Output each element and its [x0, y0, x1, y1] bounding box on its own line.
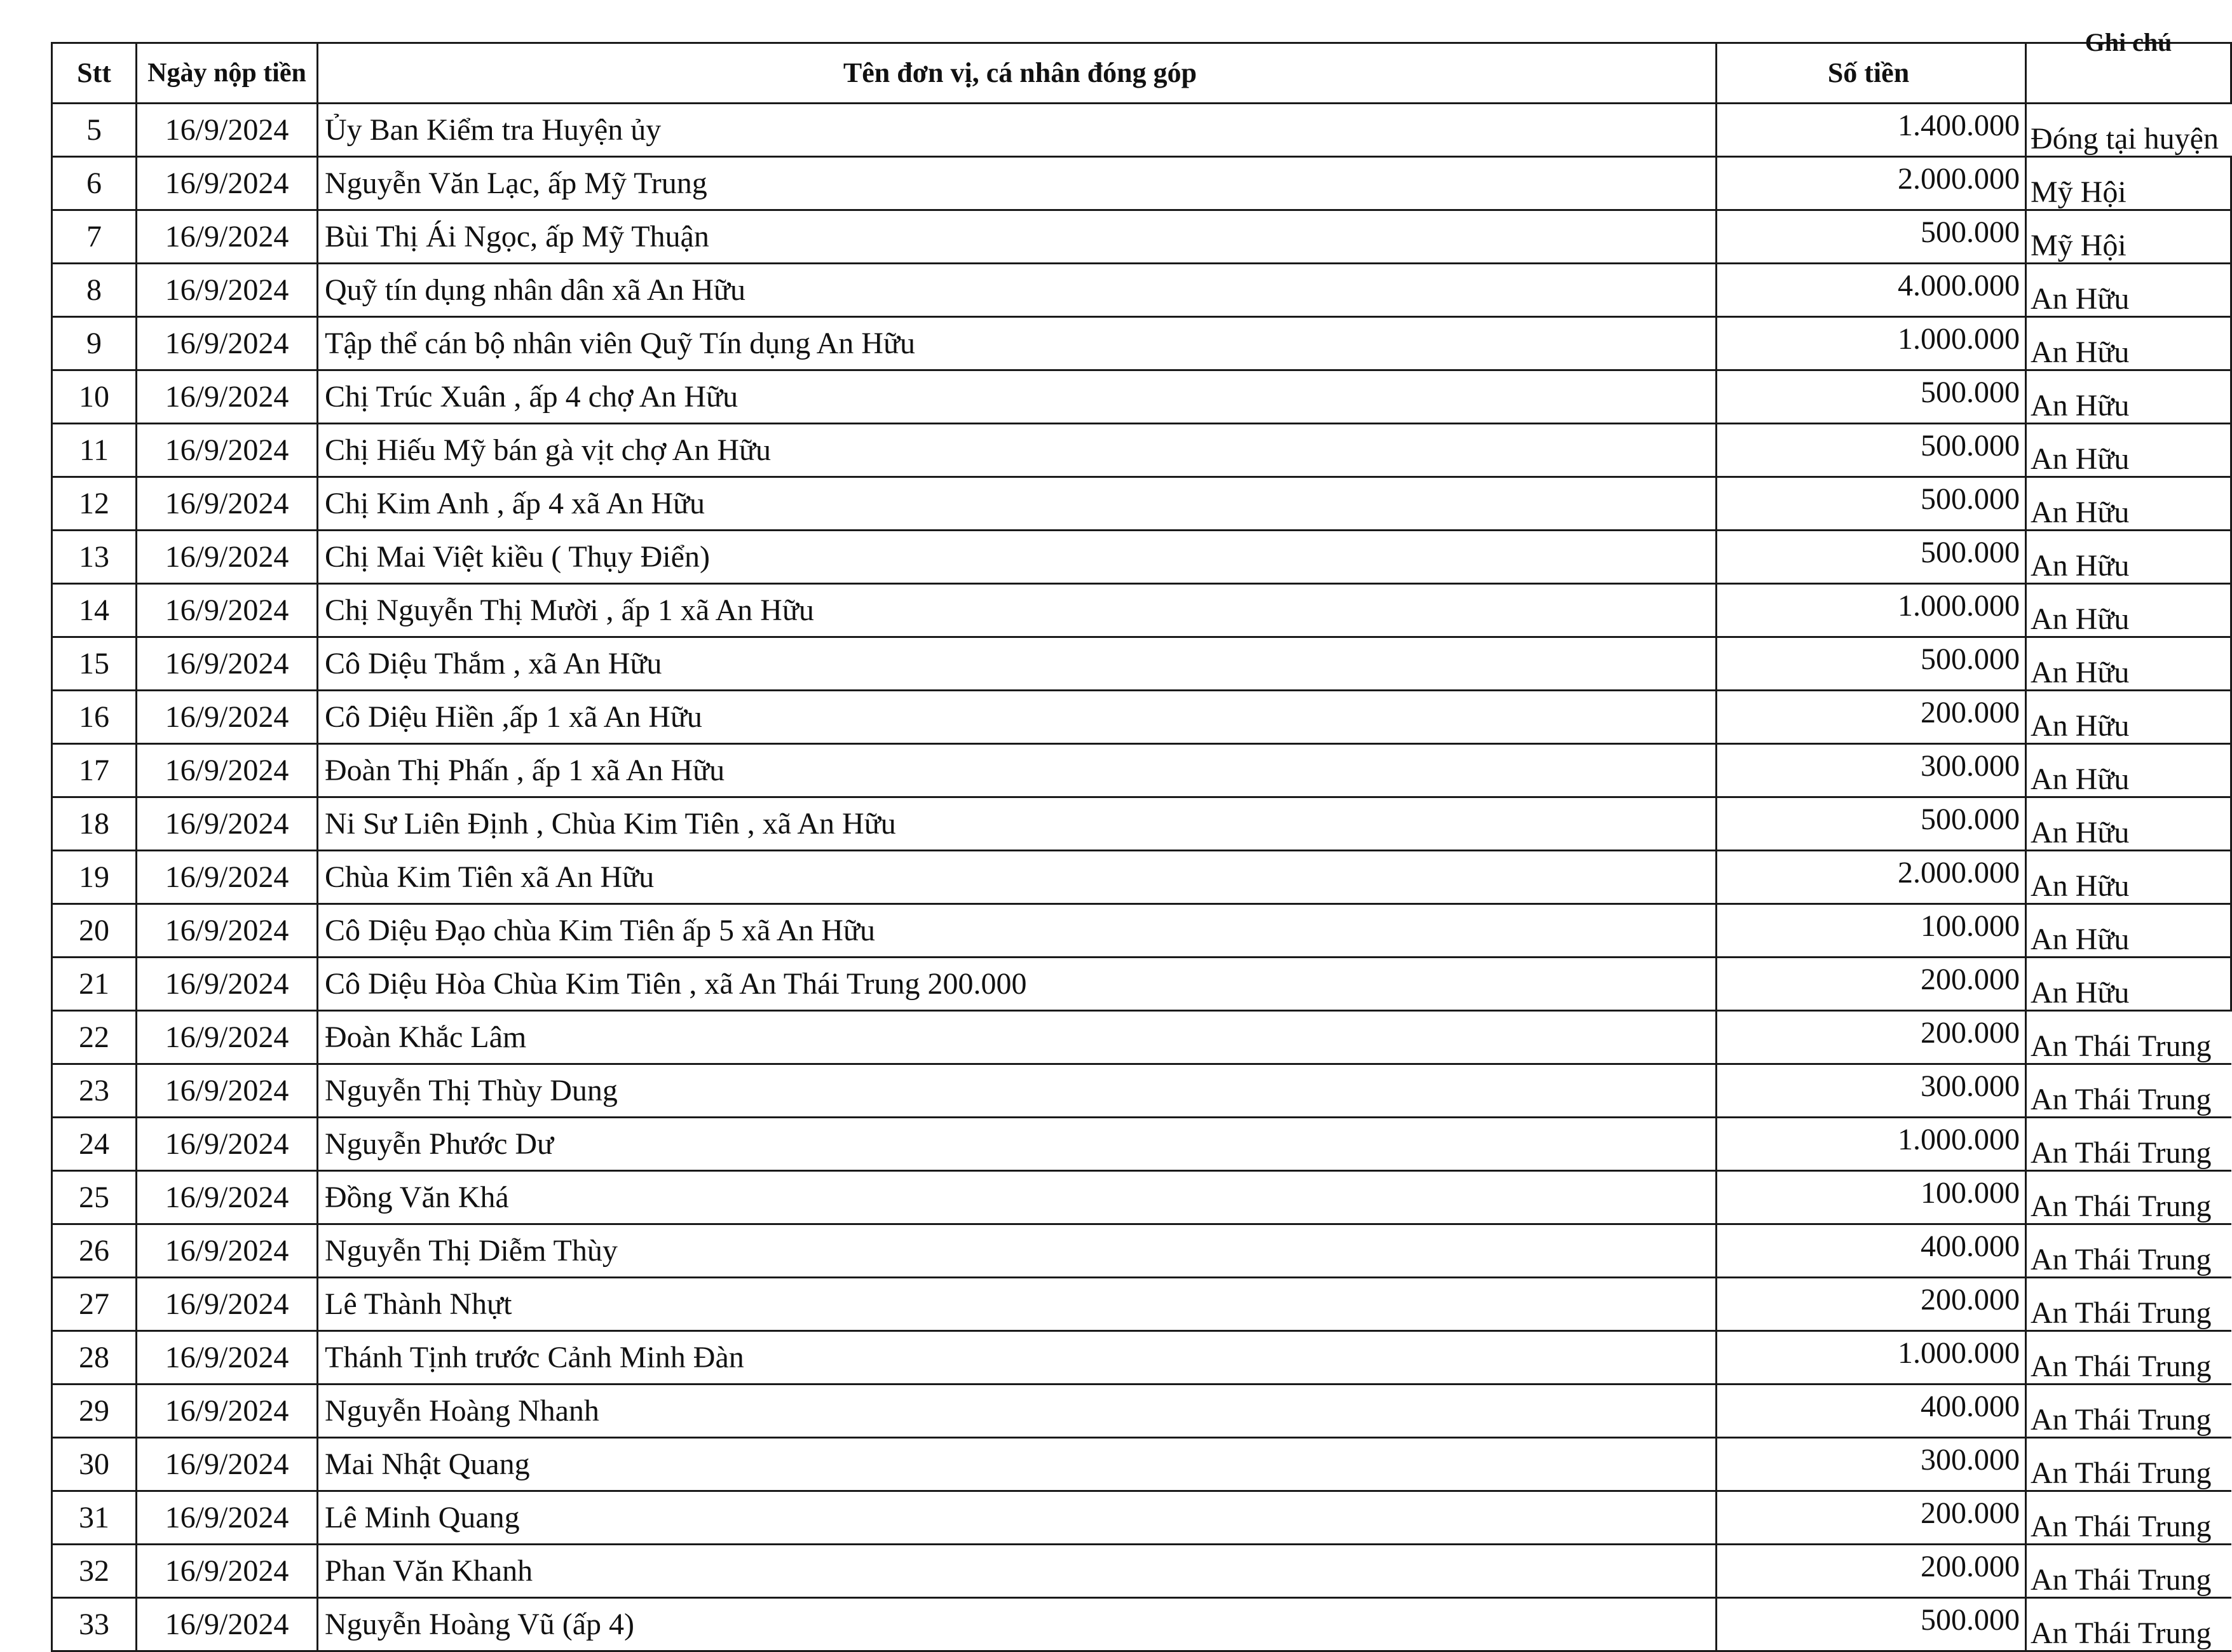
row-date: 16/9/2024 — [137, 104, 318, 157]
row-date: 16/9/2024 — [137, 797, 318, 851]
row-note-text: An Thái Trung — [2031, 1563, 2212, 1597]
row-date: 16/9/2024 — [137, 637, 318, 691]
table-row — [52, 424, 2231, 477]
row-date: 16/9/2024 — [137, 691, 318, 744]
row-amount: 200.000 — [1717, 1278, 2026, 1331]
table-row — [52, 370, 2231, 424]
table-body — [52, 104, 2231, 1651]
row-contributor-name: Mai Nhật Quang — [318, 1438, 1717, 1491]
row-amount: 400.000 — [1717, 1224, 2026, 1278]
row-contributor-name: Nguyễn Thị Diễm Thùy — [318, 1224, 1717, 1278]
table-row — [52, 317, 2231, 370]
row-contributor-name: Nguyễn Phước Dư — [318, 1118, 1717, 1171]
row-date: 16/9/2024 — [137, 424, 318, 477]
table-row — [52, 851, 2231, 904]
row-note — [2026, 317, 2231, 370]
row-amount: 500.000 — [1717, 1598, 2026, 1651]
row-date: 16/9/2024 — [137, 1491, 318, 1545]
row-note — [2026, 1171, 2231, 1224]
row-note — [2026, 958, 2231, 1011]
row-amount: 400.000 — [1717, 1385, 2026, 1438]
row-contributor-name: Bùi Thị Ái Ngọc, ấp Mỹ Thuận — [318, 210, 1717, 264]
row-contributor-name: Nguyễn Hoàng Nhanh — [318, 1385, 1717, 1438]
row-note-text: An Thái Trung — [2031, 1403, 2212, 1437]
row-amount: 200.000 — [1717, 1545, 2026, 1598]
row-note-text: An Hữu — [2031, 496, 2130, 529]
row-amount: 200.000 — [1717, 958, 2026, 1011]
row-stt: 33 — [52, 1598, 137, 1651]
row-note-text: Đóng tại huyện — [2031, 122, 2219, 156]
row-date: 16/9/2024 — [137, 744, 318, 797]
row-amount: 300.000 — [1717, 1064, 2026, 1118]
row-contributor-name: Chị Hiếu Mỹ bán gà vịt chợ An Hữu — [318, 424, 1717, 477]
table-header — [52, 28, 2231, 104]
table-row — [52, 1224, 2231, 1278]
header-amount: Số tiền — [1717, 43, 2026, 104]
row-date: 16/9/2024 — [137, 370, 318, 424]
row-note — [2026, 370, 2231, 424]
row-date: 16/9/2024 — [137, 477, 318, 531]
row-note-text: An Thái Trung — [2031, 1510, 2212, 1543]
row-note — [2026, 157, 2231, 210]
table-row — [52, 1011, 2231, 1064]
row-contributor-name: Đoàn Thị Phấn , ấp 1 xã An Hữu — [318, 744, 1717, 797]
row-stt: 32 — [52, 1545, 137, 1598]
row-stt: 18 — [52, 797, 137, 851]
row-note — [2026, 1491, 2231, 1545]
row-contributor-name: Chị Mai Việt kiều ( Thụy Điển) — [318, 531, 1717, 584]
row-contributor-name: Đoàn Khắc Lâm — [318, 1011, 1717, 1064]
row-note-text: An Hữu — [2031, 816, 2130, 850]
row-amount: 1.000.000 — [1717, 1118, 2026, 1171]
row-stt: 15 — [52, 637, 137, 691]
row-date: 16/9/2024 — [137, 1118, 318, 1171]
row-stt: 9 — [52, 317, 137, 370]
row-stt: 5 — [52, 104, 137, 157]
row-amount: 500.000 — [1717, 637, 2026, 691]
table-row — [52, 1491, 2231, 1545]
table-row — [52, 1598, 2231, 1651]
row-note-text: An Thái Trung — [2031, 1243, 2212, 1276]
row-contributor-name: Chị Kim Anh , ấp 4 xã An Hữu — [318, 477, 1717, 531]
contribution-table-sheet — [51, 28, 2230, 1652]
row-contributor-name: Lê Thành Nhựt — [318, 1278, 1717, 1331]
header-stt: Stt — [52, 43, 137, 104]
row-date: 16/9/2024 — [137, 1545, 318, 1598]
contribution-table — [51, 28, 2232, 1652]
row-note-text: An Hữu — [2031, 869, 2130, 903]
row-stt: 21 — [52, 958, 137, 1011]
row-stt: 12 — [52, 477, 137, 531]
row-date: 16/9/2024 — [137, 317, 318, 370]
row-amount: 200.000 — [1717, 691, 2026, 744]
row-stt: 17 — [52, 744, 137, 797]
row-date: 16/9/2024 — [137, 584, 318, 637]
row-note-text: An Thái Trung — [2031, 1350, 2212, 1383]
row-amount: 500.000 — [1717, 477, 2026, 531]
table-row — [52, 904, 2231, 958]
row-amount: 1.000.000 — [1717, 584, 2026, 637]
row-stt: 10 — [52, 370, 137, 424]
row-note — [2026, 637, 2231, 691]
row-stt: 20 — [52, 904, 137, 958]
row-stt: 19 — [52, 851, 137, 904]
row-date: 16/9/2024 — [137, 1331, 318, 1385]
row-note — [2026, 264, 2231, 317]
table-row — [52, 531, 2231, 584]
row-note — [2026, 1118, 2231, 1171]
row-note-text: Mỹ Hội — [2031, 175, 2127, 209]
row-note — [2026, 744, 2231, 797]
row-note — [2026, 1064, 2231, 1118]
row-date: 16/9/2024 — [137, 1011, 318, 1064]
row-note-text: An Thái Trung — [2031, 1456, 2212, 1490]
row-amount: 500.000 — [1717, 210, 2026, 264]
header-note — [2026, 28, 2231, 104]
table-row — [52, 157, 2231, 210]
row-date: 16/9/2024 — [137, 851, 318, 904]
row-stt: 13 — [52, 531, 137, 584]
row-note-text: Mỹ Hội — [2031, 229, 2127, 262]
row-contributor-name: Nguyễn Thị Thùy Dung — [318, 1064, 1717, 1118]
row-note-text: An Thái Trung — [2031, 1083, 2212, 1116]
table-row — [52, 1385, 2231, 1438]
row-stt: 31 — [52, 1491, 137, 1545]
row-note-text: An Hữu — [2031, 656, 2130, 689]
row-note — [2026, 531, 2231, 584]
row-contributor-name: Cô Diệu Hiền ,ấp 1 xã An Hữu — [318, 691, 1717, 744]
row-amount: 300.000 — [1717, 744, 2026, 797]
table-row — [52, 637, 2231, 691]
row-contributor-name: Ủy Ban Kiểm tra Huyện ủy — [318, 104, 1717, 157]
row-note — [2026, 1385, 2231, 1438]
header-date: Ngày nộp tiền — [137, 43, 318, 104]
row-note — [2026, 1438, 2231, 1491]
table-row — [52, 1064, 2231, 1118]
row-note-text: An Hữu — [2031, 762, 2130, 796]
row-contributor-name: Phan Văn Khanh — [318, 1545, 1717, 1598]
row-contributor-name: Đồng Văn Khá — [318, 1171, 1717, 1224]
row-date: 16/9/2024 — [137, 531, 318, 584]
row-date: 16/9/2024 — [137, 958, 318, 1011]
row-contributor-name: Nguyễn Hoàng Vũ (ấp 4) — [318, 1598, 1717, 1651]
row-date: 16/9/2024 — [137, 264, 318, 317]
table-row — [52, 1545, 2231, 1598]
header-name: Tên đơn vị, cá nhân đóng góp — [318, 43, 1717, 104]
row-contributor-name: Quỹ tín dụng nhân dân xã An Hữu — [318, 264, 1717, 317]
row-stt: 26 — [52, 1224, 137, 1278]
row-date: 16/9/2024 — [137, 1064, 318, 1118]
row-stt: 29 — [52, 1385, 137, 1438]
row-stt: 27 — [52, 1278, 137, 1331]
row-contributor-name: Cô Diệu Đạo chùa Kim Tiên ấp 5 xã An Hữu — [318, 904, 1717, 958]
row-contributor-name: Tập thể cán bộ nhân viên Quỹ Tín dụng An Hữu — [318, 317, 1717, 370]
row-amount: 200.000 — [1717, 1491, 2026, 1545]
row-amount: 1.000.000 — [1717, 1331, 2026, 1385]
row-date: 16/9/2024 — [137, 1278, 318, 1331]
row-amount: 500.000 — [1717, 424, 2026, 477]
row-stt: 25 — [52, 1171, 137, 1224]
row-contributor-name: Chùa Kim Tiên xã An Hữu — [318, 851, 1717, 904]
row-date: 16/9/2024 — [137, 904, 318, 958]
row-amount: 500.000 — [1717, 531, 2026, 584]
row-date: 16/9/2024 — [137, 1385, 318, 1438]
row-note-text: An Hữu — [2031, 602, 2130, 636]
row-note-text: An Hữu — [2031, 923, 2130, 956]
row-note-text: An Thái Trung — [2031, 1296, 2212, 1330]
row-note-text: An Hữu — [2031, 709, 2130, 743]
row-contributor-name: Thánh Tịnh trước Cảnh Minh Đàn — [318, 1331, 1717, 1385]
row-note — [2026, 1278, 2231, 1331]
row-contributor-name: Nguyễn Văn Lạc, ấp Mỹ Trung — [318, 157, 1717, 210]
table-row — [52, 584, 2231, 637]
row-stt: 7 — [52, 210, 137, 264]
row-stt: 23 — [52, 1064, 137, 1118]
row-note-text: An Thái Trung — [2031, 1136, 2212, 1170]
row-contributor-name: Chị Nguyễn Thị Mười , ấp 1 xã An Hữu — [318, 584, 1717, 637]
row-date: 16/9/2024 — [137, 210, 318, 264]
table-row — [52, 1118, 2231, 1171]
table-row — [52, 1171, 2231, 1224]
row-note — [2026, 477, 2231, 531]
row-amount: 1.000.000 — [1717, 317, 2026, 370]
table-row — [52, 104, 2231, 157]
row-date: 16/9/2024 — [137, 1438, 318, 1491]
table-row — [52, 1278, 2231, 1331]
row-note-text: An Thái Trung — [2031, 1189, 2212, 1223]
row-contributor-name: Ni Sư Liên Định , Chùa Kim Tiên , xã An Hữu — [318, 797, 1717, 851]
row-note — [2026, 691, 2231, 744]
table-row — [52, 210, 2231, 264]
table-row — [52, 744, 2231, 797]
header-row — [52, 43, 2231, 104]
row-note — [2026, 797, 2231, 851]
row-note-text: An Thái Trung — [2031, 1029, 2212, 1063]
row-note-text: An Hữu — [2031, 976, 2130, 1010]
row-amount: 100.000 — [1717, 1171, 2026, 1224]
row-amount: 2.000.000 — [1717, 157, 2026, 210]
row-amount: 2.000.000 — [1717, 851, 2026, 904]
row-contributor-name: Cô Diệu Hòa Chùa Kim Tiên , xã An Thái Trung 200.000 — [318, 958, 1717, 1011]
row-stt: 14 — [52, 584, 137, 637]
row-stt: 6 — [52, 157, 137, 210]
row-note-text: An Thái Trung — [2031, 1616, 2212, 1650]
table-row — [52, 797, 2231, 851]
table-row — [52, 1331, 2231, 1385]
row-note — [2026, 424, 2231, 477]
row-stt: 22 — [52, 1011, 137, 1064]
row-stt: 11 — [52, 424, 137, 477]
row-amount: 500.000 — [1717, 370, 2026, 424]
row-note-text: An Hữu — [2031, 335, 2130, 369]
row-note-text: An Hữu — [2031, 389, 2130, 423]
row-amount: 500.000 — [1717, 797, 2026, 851]
row-note-text: An Hữu — [2031, 549, 2130, 583]
row-amount: 200.000 — [1717, 1011, 2026, 1064]
row-note — [2026, 1224, 2231, 1278]
table-row — [52, 1438, 2231, 1491]
row-note — [2026, 1011, 2231, 1064]
row-amount: 4.000.000 — [1717, 264, 2026, 317]
table-row — [52, 691, 2231, 744]
row-stt: 28 — [52, 1331, 137, 1385]
row-stt: 30 — [52, 1438, 137, 1491]
row-contributor-name: Lê Minh Quang — [318, 1491, 1717, 1545]
row-date: 16/9/2024 — [137, 1171, 318, 1224]
row-note — [2026, 1598, 2231, 1651]
row-amount: 300.000 — [1717, 1438, 2026, 1491]
row-date: 16/9/2024 — [137, 157, 318, 210]
row-note — [2026, 1545, 2231, 1598]
row-amount: 100.000 — [1717, 904, 2026, 958]
row-note — [2026, 210, 2231, 264]
row-note — [2026, 851, 2231, 904]
row-note-text: An Hữu — [2031, 442, 2130, 476]
table-row — [52, 958, 2231, 1011]
row-date: 16/9/2024 — [137, 1224, 318, 1278]
row-stt: 16 — [52, 691, 137, 744]
row-date: 16/9/2024 — [137, 1598, 318, 1651]
header-note-label: Ghi chú — [2085, 28, 2172, 57]
table-row — [52, 477, 2231, 531]
row-stt: 8 — [52, 264, 137, 317]
table-row — [52, 264, 2231, 317]
row-amount: 1.400.000 — [1717, 104, 2026, 157]
row-contributor-name: Cô Diệu Thắm , xã An Hữu — [318, 637, 1717, 691]
row-note — [2026, 584, 2231, 637]
row-note — [2026, 1331, 2231, 1385]
row-stt: 24 — [52, 1118, 137, 1171]
row-note-text: An Hữu — [2031, 282, 2130, 316]
row-contributor-name: Chị Trúc Xuân , ấp 4 chợ An Hữu — [318, 370, 1717, 424]
row-note — [2026, 904, 2231, 958]
row-note — [2026, 104, 2231, 157]
